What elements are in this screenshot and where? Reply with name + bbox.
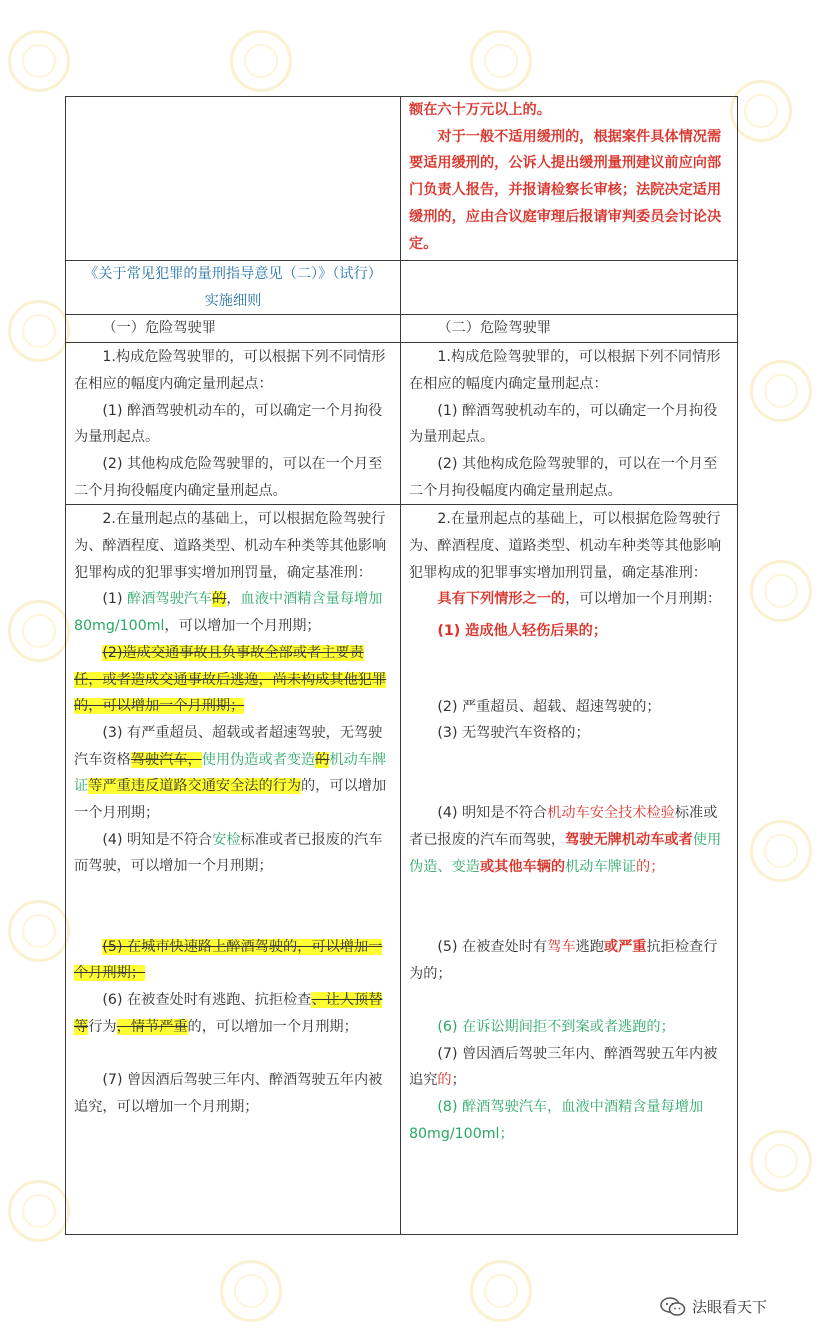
table-row <box>66 315 738 343</box>
paragraph: 2.在量刑起点的基础上，可以根据危险驾驶行为、醉酒程度、道路类型、机动车种类等其他影响犯罪构成的犯罪事实增加刑罚量，确定基准刑： <box>74 511 387 581</box>
watermark-seal <box>750 360 812 422</box>
paragraph: 1.构成危险驾驶罪的，可以根据下列不同情形在相应的幅度内确定量刑起点： <box>409 349 721 392</box>
list-item-deleted: (5) 在城市快速路上醉酒驾驶的，可以增加一个月刑期； <box>74 938 383 982</box>
table-cell <box>401 505 738 1235</box>
section-subtitle: 实施细则 <box>204 292 262 309</box>
heading: （二）危险驾驶罪 <box>437 320 551 337</box>
list-item-deleted: (2)造成交通事故且负事故全部或者主要责任，或者造成交通事故后逃逸，尚未构成其他犯罪的，可以增加一个月刑期； <box>74 644 387 715</box>
watermark-seal <box>8 30 70 92</box>
table-row <box>66 505 738 1235</box>
paragraph: (2) 其他构成危险驾驶罪的，可以在一个月至二个月拘役幅度内确定量刑起点。 <box>74 455 383 499</box>
table-cell <box>66 261 401 315</box>
list-item: (7) 曾因酒后驾驶三年内、醉酒驾驶五年内被追究，可以增加一个月刑期； <box>74 1072 383 1115</box>
table-row <box>66 343 738 505</box>
watermark-seal <box>230 30 292 92</box>
watermark-seal <box>8 900 70 962</box>
list-item: (5) 在被查处时有驾车逃跑或严重抗拒检查行为的； <box>409 938 718 982</box>
watermark-seal <box>220 1260 282 1322</box>
list-item: (3) 无驾驶汽车资格的； <box>437 725 590 742</box>
list-item: (6) 在被查处时有逃跑、抗拒检查、让人顶替等行为，情节严重的，可以增加一个月刑期； <box>74 991 383 1035</box>
list-item: (4) 明知是不符合机动车安全技术检验标准或者已报废的汽车而驾驶，驾驶无牌机动车或者使用伪造、变造或其他车辆的机动车牌证的； <box>409 805 722 875</box>
comparison-table <box>65 96 738 1235</box>
watermark-seal <box>750 560 812 622</box>
watermark-seal <box>470 1260 532 1322</box>
table-cell <box>401 97 738 261</box>
list-item: (7) 曾因酒后驾驶三年内、醉酒驾驶五年内被追究的； <box>409 1045 718 1089</box>
watermark-seal <box>8 300 70 362</box>
watermark-seal <box>730 80 792 142</box>
list-item: (2) 严重超员、超载、超速驾驶的； <box>437 698 661 715</box>
list-item: (1) 造成他人轻伤后果的； <box>437 623 608 640</box>
paragraph: 对于一般不适用缓刑的，根据案件具体情况需要适用缓刑的，公诉人提出缓刑量刑建议前应向部门负责人报告，并报请检察长审核；法院决定适用缓刑的，应由合议庭审理后报请审判委员会讨论决定。 <box>409 128 722 252</box>
paragraph: 2.在量刑起点的基础上，可以根据危险驾驶行为、醉酒程度、道路类型、机动车种类等其他影响犯罪构成的犯罪事实增加刑罚量，确定基准刑： <box>409 511 722 581</box>
paragraph: (1) 醉酒驾驶机动车的，可以确定一个月拘役为量刑起点。 <box>409 402 718 446</box>
heading: （一）危险驾驶罪 <box>102 320 216 337</box>
paragraph: (1) 醉酒驾驶机动车的，可以确定一个月拘役为量刑起点。 <box>74 402 383 446</box>
table-cell <box>401 343 738 505</box>
table-cell <box>66 315 401 343</box>
list-item: (3) 有严重超员、超载或者超速驾驶，无驾驶汽车资格驾驶汽车，使用伪造或者变造的机动车牌证等严重违反道路交通安全法的行为的，可以增加一个月刑期； <box>74 724 387 822</box>
wechat-icon <box>660 1297 686 1317</box>
table-cell <box>401 315 738 343</box>
watermark-seal <box>750 1130 812 1192</box>
list-item: (8) 醉酒驾驶汽车，血液中酒精含量每增加 80mg/100ml； <box>409 1099 704 1142</box>
table-cell-empty <box>401 261 738 315</box>
table-row <box>66 261 738 315</box>
footer-brand[interactable] <box>660 1296 767 1317</box>
table-cell-empty <box>66 97 401 261</box>
table-cell <box>66 343 401 505</box>
list-item: (1) 醉酒驾驶汽车的，血液中酒精含量每增加 80mg/100ml，可以增加一个月刑期； <box>74 591 383 635</box>
section-title: 《关于常见犯罪的量刑指导意见（二）》（试行） <box>84 266 382 282</box>
watermark-seal <box>8 600 70 662</box>
watermark-seal <box>470 30 532 92</box>
list-item: (4) 明知是不符合安检标准或者已报废的汽车而驾驶，可以增加一个月刑期； <box>74 831 383 875</box>
table-row <box>66 97 738 261</box>
table-cell <box>66 505 401 1235</box>
brand-name: 法眼看天下 <box>692 1298 768 1316</box>
paragraph: 1.构成危险驾驶罪的，可以根据下列不同情形在相应的幅度内确定量刑起点： <box>74 349 386 392</box>
paragraph: 具有下列情形之一的，可以增加一个月刑期： <box>437 591 722 608</box>
list-item: (6) 在诉讼期间拒不到案或者逃跑的； <box>437 1018 675 1035</box>
paragraph: (2) 其他构成危险驾驶罪的，可以在一个月至二个月拘役幅度内确定量刑起点。 <box>409 455 718 499</box>
paragraph: 额在六十万元以上的。 <box>409 102 551 118</box>
watermark-seal <box>750 820 812 882</box>
watermark-seal <box>8 1180 70 1242</box>
